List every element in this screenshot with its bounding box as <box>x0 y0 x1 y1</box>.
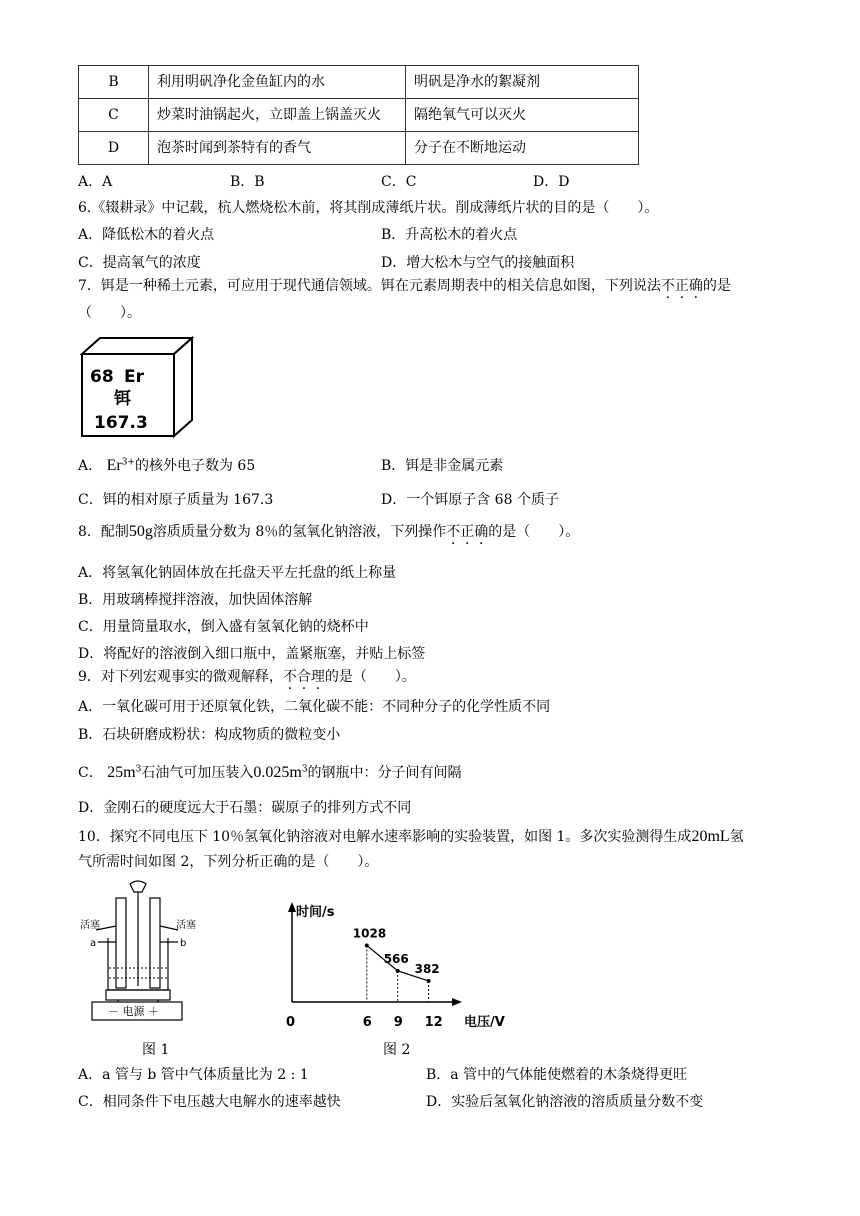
q9-stem-text: 9．对下列宏观事实的微观解释， <box>78 669 283 685</box>
q7-option-a[interactable] <box>78 456 255 476</box>
data-point <box>427 979 431 983</box>
vessel-base <box>106 990 170 1000</box>
q7-emphasis: 不正确 <box>660 278 703 294</box>
practice-cell: 泡茶时闻到茶特有的香气 <box>149 132 406 165</box>
q5-option-a[interactable]: A．A <box>78 174 113 190</box>
answer-table <box>78 65 639 165</box>
q7-a-text: 的核外电子数为 65 <box>134 458 256 474</box>
q7-a-prefix: A． <box>78 458 103 474</box>
q8-stem-mid: 溶质质量分数为 8％的氢氧化钠溶液，下列操作 <box>152 524 447 540</box>
q10-stem-line1 <box>78 827 744 847</box>
q9-c-volume2: 0.025m <box>253 764 302 781</box>
card-symbol: Er <box>124 367 144 387</box>
q10-option-a[interactable]: A．a 管与 b 管中气体质量比为 2 : 1 <box>78 1067 309 1083</box>
data-label: 1028 <box>352 926 387 941</box>
q9-option-d[interactable]: D．金刚石的硬度远大于石墨：碳原子的排列方式不同 <box>78 800 412 816</box>
q10-stem-line2: 气所需时间如图 2，下列分析正确的是（ ）。 <box>78 854 379 870</box>
table-row <box>79 99 639 132</box>
time-voltage-chart <box>276 894 506 1034</box>
q10-stem-end: 氢 <box>729 829 744 845</box>
q10-volume: 20mL <box>691 828 730 845</box>
y-axis-arrow <box>288 902 296 912</box>
q9-emphasis: 不合理 <box>282 669 325 685</box>
q7-option-c[interactable]: C．铒的相对原子质量为 167.3 <box>78 492 274 508</box>
q5-option-b[interactable]: B．B <box>230 174 265 190</box>
data-label: 566 <box>383 951 409 966</box>
q9-option-c[interactable] <box>78 763 462 783</box>
data-label: 382 <box>414 961 440 976</box>
x-tick-label: 12 <box>424 1015 443 1030</box>
practice-cell: 利用明矾净化金鱼缸内的水 <box>149 66 406 99</box>
q8-option-b[interactable]: B．用玻璃棒搅拌溶液，加快固体溶解 <box>78 592 313 608</box>
q8-option-d[interactable]: D．将配好的溶液倒入细口瓶中，盖紧瓶塞，并贴上标签 <box>78 646 426 662</box>
q9-stem <box>78 667 416 687</box>
q6-option-b[interactable]: B．升高松木的着火点 <box>381 227 518 243</box>
q7-stem-line2: （ ）。 <box>78 305 141 321</box>
q9-option-a[interactable]: A．一氧化碳可用于还原氧化铁，二氧化碳不能：不同种分子的化学性质不同 <box>78 699 551 715</box>
q9-c-prefix: C． <box>78 765 103 781</box>
principle-cell: 分子在不断地运动 <box>406 132 639 165</box>
q7-option-b[interactable]: B．铒是非金属元素 <box>381 458 504 474</box>
card-atomic-number: 68 <box>90 367 114 387</box>
q8-stem-end: 的是（ ）。 <box>488 524 580 540</box>
x-tick-label: 6 <box>362 1015 372 1030</box>
plug-left-label: 活塞 <box>80 920 100 931</box>
q7-stem <box>78 276 731 296</box>
q5-option-d[interactable]: D．D <box>533 174 570 190</box>
data-point <box>365 943 369 947</box>
tube-a-label: a <box>90 938 97 949</box>
q10-option-b[interactable]: B．a 管中的气体能使燃着的木条烧得更旺 <box>426 1067 688 1083</box>
q6-option-d[interactable]: D．增大松木与空气的接触面积 <box>381 255 575 271</box>
tube-b <box>150 898 160 988</box>
table-row <box>79 66 639 99</box>
power-label: － 电源 ＋ <box>108 1005 159 1018</box>
card-atomic-mass: 167.3 <box>94 413 148 433</box>
tube-b-label: b <box>180 938 187 949</box>
q9-c-mid: 石油气可加压装入 <box>141 765 254 781</box>
x-axis-arrow <box>452 998 462 1006</box>
q8-stem <box>78 522 579 542</box>
card-side-face <box>174 338 192 436</box>
q10-stem-text: 10．探究不同电压下 10％氢氧化钠溶液对电解水速率影响的实验装置，如图 1。多次实验测得生成 <box>78 829 692 845</box>
q8-option-a[interactable]: A．将氢氧化钠固体放在托盘天平左托盘的纸上称量 <box>78 565 397 581</box>
q6-stem: 6.《辍耕录》中记载，杭人燃烧松木前，将其削成薄纸片状。削成薄纸片状的目的是（ ）。 <box>78 200 659 216</box>
element-card-figure <box>80 336 194 438</box>
q9-c-exp1: 3 <box>135 764 142 775</box>
q9-stem-end: 的是（ ）。 <box>324 669 416 685</box>
x-tick-label: 9 <box>393 1015 403 1030</box>
q8-mass: 50g <box>128 523 153 540</box>
option-cell: B <box>79 66 149 99</box>
y-axis-label: 时间/s <box>296 905 335 920</box>
fig1-caption: 图 1 <box>142 1042 170 1058</box>
table-row <box>79 132 639 165</box>
principle-cell: 明矾是净水的絮凝剂 <box>406 66 639 99</box>
practice-cell: 炒菜时油锅起火，立即盖上锅盖灭火 <box>149 99 406 132</box>
q5-option-c[interactable]: C．C <box>381 174 417 190</box>
q10-option-c[interactable]: C．相同条件下电压越大电解水的速率越快 <box>78 1094 341 1110</box>
card-element-name: 铒 <box>114 389 131 409</box>
q9-c-volume1: 25m <box>107 764 136 781</box>
x-axis-label: 电压/V <box>464 1015 505 1030</box>
q7-stem-end: 的是 <box>702 278 731 294</box>
option-cell: C <box>79 99 149 132</box>
q7-option-d[interactable]: D．一个铒原子含 68 个质子 <box>381 492 559 508</box>
principle-cell: 隔绝氧气可以灭火 <box>406 99 639 132</box>
origin-label: 0 <box>286 1015 296 1030</box>
q6-option-c[interactable]: C．提高氧气的浓度 <box>78 255 201 271</box>
q9-c-text: 的钢瓶中：分子间有间隔 <box>307 765 462 781</box>
q8-stem-text: 8．配制 <box>78 524 129 540</box>
q9-c-exp2: 3 <box>301 764 308 775</box>
plug-right-label: 活塞 <box>176 920 196 931</box>
data-point <box>396 969 400 973</box>
tube-a <box>116 898 126 988</box>
q6-option-a[interactable]: A．降低松木的着火点 <box>78 227 215 243</box>
fig2-caption: 图 2 <box>383 1042 411 1058</box>
q7-a-charge: 3+ <box>121 457 135 468</box>
q8-option-c[interactable]: C．用量筒量取水，倒入盛有氢氧化钠的烧杯中 <box>78 619 369 635</box>
q8-emphasis: 不正确 <box>446 524 489 540</box>
q10-option-d[interactable]: D．实验后氢氧化钠溶液的溶质质量分数不变 <box>426 1094 704 1110</box>
option-cell: D <box>79 132 149 165</box>
funnel-icon <box>130 881 146 892</box>
electrolysis-apparatus-figure <box>78 878 198 1028</box>
q7-a-ion: Er <box>106 457 122 474</box>
q7-stem-text: 7．铒是一种稀土元素，可应用于现代通信领域。铒在元素周期表中的相关信息如图，下列说法 <box>78 278 661 294</box>
q9-option-b[interactable]: B．石块研磨成粉状：构成物质的微粒变小 <box>78 727 341 743</box>
